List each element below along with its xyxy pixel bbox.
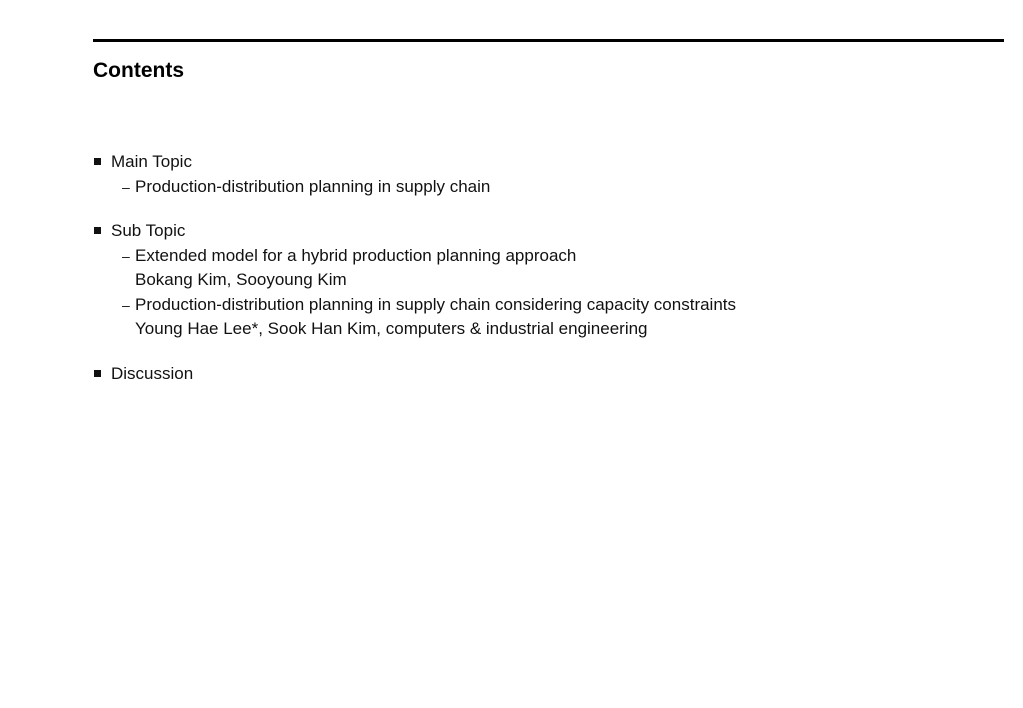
topic-label: Sub Topic bbox=[111, 221, 186, 240]
square-bullet-icon bbox=[94, 158, 101, 165]
section-main-topic bbox=[93, 150, 993, 199]
dash-icon: – bbox=[122, 178, 130, 195]
sub-item bbox=[93, 244, 993, 293]
title-rule bbox=[93, 39, 1004, 42]
dash-icon: – bbox=[122, 247, 130, 264]
square-bullet-icon bbox=[94, 370, 101, 377]
sub-item-title: Production-distribution planning in supply chain bbox=[135, 176, 491, 196]
topic-item bbox=[93, 362, 993, 387]
topic-item bbox=[93, 219, 993, 244]
sub-item bbox=[93, 293, 993, 342]
page-title: Contents bbox=[93, 59, 184, 82]
sub-item bbox=[93, 175, 993, 200]
sub-item-title: Extended model for a hybrid production planning approach bbox=[135, 245, 577, 265]
sub-item-authors: Young Hae Lee*, Sook Han Kim, computers & industrial engineering bbox=[135, 319, 648, 338]
topic-label: Discussion bbox=[111, 363, 194, 383]
contents-list bbox=[93, 150, 993, 406]
square-bullet-icon bbox=[94, 227, 101, 234]
sub-item-authors: Bokang Kim, Sooyoung Kim bbox=[135, 270, 347, 289]
section-discussion bbox=[93, 362, 993, 387]
sub-item-title: Production-distribution planning in supply chain considering capacity constraints bbox=[135, 294, 737, 314]
dash-icon: – bbox=[122, 296, 130, 313]
section-sub-topic bbox=[93, 219, 993, 342]
topic-item bbox=[93, 150, 993, 175]
topic-label: Main Topic bbox=[111, 152, 192, 171]
